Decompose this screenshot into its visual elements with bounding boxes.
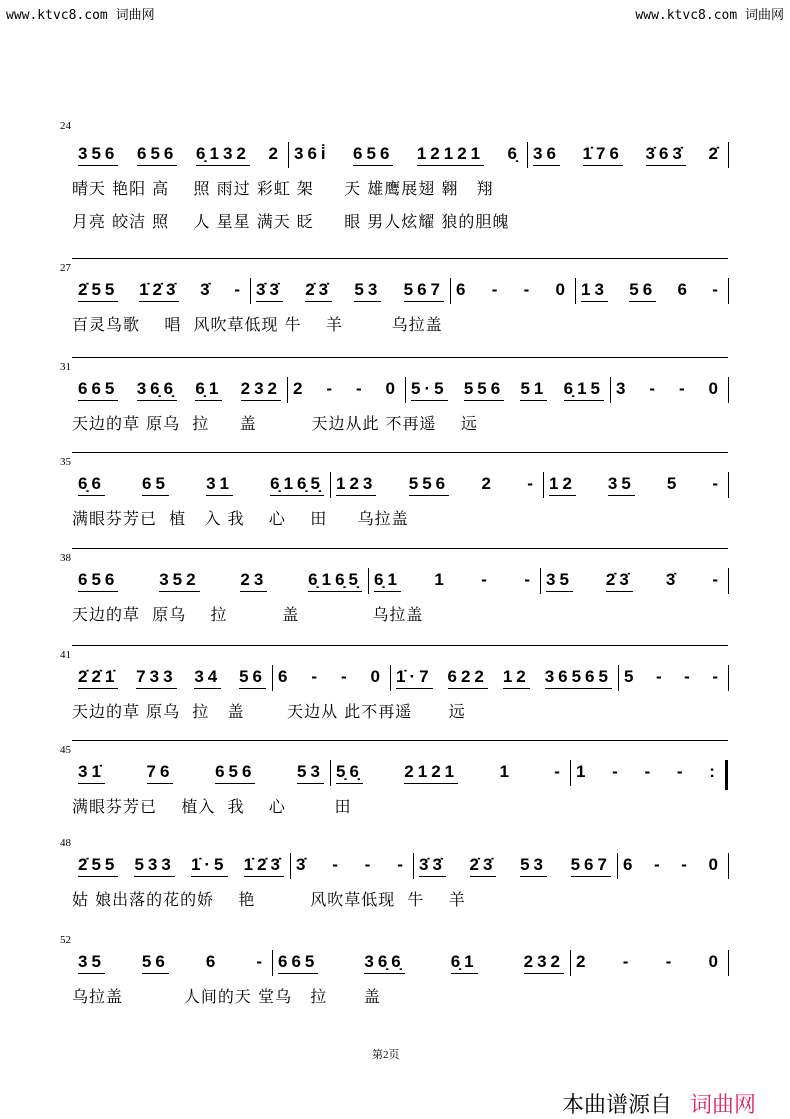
bar-line bbox=[728, 853, 729, 879]
measure-number: 24 bbox=[60, 120, 71, 132]
system-35 bbox=[0, 452, 790, 552]
bar-line bbox=[728, 278, 729, 304]
dash-extension: - bbox=[712, 280, 722, 299]
dash-extension: - bbox=[364, 855, 375, 874]
measure bbox=[570, 762, 725, 786]
note-group: 656 bbox=[353, 144, 393, 166]
measure bbox=[287, 379, 405, 403]
note-group: 2121 bbox=[404, 762, 458, 784]
note-group: 533 bbox=[134, 855, 174, 877]
note-group: 0 bbox=[370, 667, 384, 686]
note-group: 35 bbox=[78, 952, 105, 974]
note-group: 12 bbox=[503, 667, 530, 689]
bar-line bbox=[390, 665, 391, 691]
dash-extension: - bbox=[622, 952, 633, 971]
bar-line bbox=[543, 472, 544, 498]
lyric-line: 晴天 艳阳 高 照 雨过 彩虹 架 天 雄鹰展翅 翱 翔 bbox=[72, 179, 494, 198]
note-group: 56 bbox=[142, 952, 169, 974]
measure-number: 41 bbox=[60, 649, 71, 661]
note-group: 53 bbox=[520, 855, 547, 877]
note-group: 556 bbox=[464, 379, 504, 401]
measure bbox=[617, 855, 728, 879]
dash-extension: - bbox=[644, 762, 655, 781]
staff-line bbox=[72, 452, 728, 453]
measure bbox=[570, 952, 728, 976]
note-group: 2 bbox=[293, 379, 307, 398]
repeat-end-bar bbox=[725, 760, 728, 790]
note-group: 6̣1 bbox=[195, 379, 222, 401]
bar-line bbox=[405, 377, 406, 403]
note-group: 1 bbox=[576, 762, 590, 781]
dash-extension: - bbox=[655, 667, 666, 686]
measure bbox=[618, 667, 728, 691]
measure bbox=[72, 474, 330, 498]
dash-extension: - bbox=[527, 474, 537, 493]
staff-line bbox=[72, 548, 728, 549]
measure bbox=[413, 855, 617, 879]
note-group: 2̇3̇ bbox=[606, 570, 633, 592]
note-group: 0 bbox=[708, 855, 722, 874]
lyric-line: 天边的草 原乌 拉 盖 乌拉盖 bbox=[72, 605, 424, 624]
dash-extension: - bbox=[326, 379, 337, 398]
note-group: 556 bbox=[409, 474, 449, 496]
measure-number: 35 bbox=[60, 456, 71, 468]
measure-number: 27 bbox=[60, 262, 71, 274]
note-group: 12 bbox=[549, 474, 576, 496]
note-group: 232 bbox=[524, 952, 564, 974]
bar-line bbox=[617, 853, 618, 879]
measure bbox=[610, 379, 728, 403]
system-38 bbox=[0, 548, 790, 648]
lyric-line: 乌拉盖 人间的天 堂乌 拉 盖 bbox=[72, 987, 381, 1006]
note-group: 567 bbox=[404, 280, 444, 302]
dash-extension: - bbox=[234, 280, 244, 299]
bar-line bbox=[450, 278, 451, 304]
note-group: 665 bbox=[278, 952, 318, 974]
note-group: 36i̇ bbox=[294, 144, 330, 163]
bar-line bbox=[290, 853, 291, 879]
bar-line bbox=[272, 665, 273, 691]
note-group: 6 bbox=[205, 952, 220, 971]
measure bbox=[72, 762, 330, 786]
note-group: 34 bbox=[194, 667, 221, 689]
measure bbox=[330, 474, 543, 498]
note-group: 3̇3̇ bbox=[419, 855, 446, 877]
dash-extension: - bbox=[654, 855, 664, 874]
measure-number: 38 bbox=[60, 552, 71, 564]
measure bbox=[543, 474, 728, 498]
note-group: 56 bbox=[629, 280, 656, 302]
note-group: 0 bbox=[385, 379, 399, 398]
measure bbox=[72, 855, 290, 879]
bar-line bbox=[272, 950, 273, 976]
note-group: 6 bbox=[623, 855, 637, 874]
measure bbox=[72, 667, 272, 691]
dash-extension: - bbox=[554, 762, 564, 781]
measure bbox=[368, 570, 540, 594]
dash-extension: - bbox=[649, 379, 660, 398]
measure bbox=[250, 280, 450, 304]
system-48 bbox=[0, 833, 790, 933]
note-group: 3̇ bbox=[296, 855, 310, 874]
measure bbox=[272, 667, 390, 691]
measure bbox=[575, 280, 728, 304]
bar-line bbox=[413, 853, 414, 879]
note-group: 76 bbox=[147, 762, 174, 784]
bar-line bbox=[728, 472, 729, 498]
measure bbox=[527, 144, 728, 168]
bar-line bbox=[570, 760, 571, 786]
note-group: 12121 bbox=[417, 144, 484, 166]
note-group: 2̇ bbox=[708, 144, 722, 163]
bar-line bbox=[728, 142, 729, 168]
dash-extension: - bbox=[481, 570, 491, 589]
note-group: 36 bbox=[533, 144, 560, 166]
note-group: 31 bbox=[206, 474, 233, 496]
dash-extension: - bbox=[678, 379, 689, 398]
system-27 bbox=[0, 258, 790, 358]
note-group: 3̇3̇ bbox=[256, 280, 283, 302]
note-group: 51 bbox=[520, 379, 547, 401]
measure bbox=[72, 570, 368, 594]
note-group: 3̇63̇ bbox=[646, 144, 686, 166]
bar-line bbox=[330, 760, 331, 786]
note-group: 53 bbox=[297, 762, 324, 784]
bar-line bbox=[250, 278, 251, 304]
note-group: 6̣ bbox=[507, 144, 521, 163]
system-41 bbox=[0, 645, 790, 745]
bar-line bbox=[288, 142, 289, 168]
bar-line bbox=[368, 568, 369, 594]
watermark-left: www.ktvc8.com 词曲网 bbox=[6, 8, 155, 23]
note-group: 6 bbox=[456, 280, 470, 299]
bar-line bbox=[330, 472, 331, 498]
dash-extension: - bbox=[491, 280, 502, 299]
note-group: 1̇2̇3̇ bbox=[139, 280, 179, 302]
dash-extension: - bbox=[684, 667, 694, 686]
measure bbox=[405, 379, 610, 403]
note-group: 2 bbox=[576, 952, 590, 971]
dash-extension: - bbox=[524, 570, 534, 589]
measure bbox=[540, 570, 728, 594]
note-group: 23 bbox=[240, 570, 267, 592]
measure bbox=[290, 855, 413, 879]
note-group: 6̣1 bbox=[451, 952, 478, 974]
measure bbox=[288, 144, 527, 168]
system-45 bbox=[0, 740, 790, 840]
note-group: 1̇2̇3̇ bbox=[244, 855, 284, 877]
lyric-line: 天边的草 原乌 拉 盖 天边从此 不再遥 远 bbox=[72, 414, 478, 433]
note-group: 2̇2̇1̇ bbox=[78, 667, 118, 689]
dash-extension: - bbox=[256, 952, 266, 971]
note-group: 3̇ bbox=[200, 280, 214, 299]
bar-line bbox=[728, 950, 729, 976]
note-group: 13 bbox=[581, 280, 608, 302]
bar-line bbox=[527, 142, 528, 168]
note-group: 56 bbox=[239, 667, 266, 689]
system-24 bbox=[0, 120, 790, 231]
measure bbox=[72, 144, 288, 168]
measure-number: 31 bbox=[60, 361, 71, 373]
bar-line bbox=[618, 665, 619, 691]
dash-extension: - bbox=[523, 280, 534, 299]
source-brand: 词曲网 bbox=[690, 1093, 757, 1118]
dash-extension: - bbox=[355, 379, 366, 398]
source-label: 本曲谱源自 bbox=[562, 1093, 673, 1118]
note-group: 35 bbox=[546, 570, 573, 592]
note-group: 6̣132 bbox=[196, 144, 250, 166]
note-group: 1̇·5 bbox=[191, 855, 228, 877]
source-credit bbox=[562, 1088, 756, 1119]
note-group: 0 bbox=[708, 379, 722, 398]
bar-line bbox=[287, 377, 288, 403]
note-group: 123 bbox=[336, 474, 376, 496]
note-group: 656 bbox=[215, 762, 255, 784]
staff-line bbox=[72, 258, 728, 259]
note-group: 1 bbox=[434, 570, 448, 589]
note-group: 352 bbox=[159, 570, 199, 592]
note-group: 65 bbox=[142, 474, 169, 496]
note-group: 232 bbox=[241, 379, 281, 401]
lyric-line: 天边的草 原乌 拉 盖 天边从 此不再遥 远 bbox=[72, 702, 466, 721]
note-group: 6̣1 bbox=[374, 570, 401, 592]
note-group: 3 bbox=[616, 379, 630, 398]
note-group: 5 bbox=[624, 667, 638, 686]
note-group: 622 bbox=[448, 667, 488, 689]
measure-number: 48 bbox=[60, 837, 71, 849]
lyric-line: 满眼芬芳已 植 入 我 心 田 乌拉盖 bbox=[72, 509, 409, 528]
note-group: 665 bbox=[78, 379, 118, 401]
note-group: 5·5 bbox=[411, 379, 448, 401]
note-group: 35 bbox=[608, 474, 635, 496]
dash-extension: - bbox=[397, 855, 407, 874]
measure bbox=[72, 379, 287, 403]
dash-extension: - bbox=[332, 855, 342, 874]
page-number: 第2页 bbox=[372, 1049, 400, 1061]
staff-line bbox=[72, 740, 728, 741]
note-group: 2 bbox=[268, 144, 282, 163]
measure bbox=[272, 952, 570, 976]
system-52 bbox=[0, 930, 790, 1030]
note-group: 6 bbox=[677, 280, 691, 299]
note-group: 656 bbox=[78, 570, 118, 592]
note-group: 3̇ bbox=[665, 570, 680, 589]
dash-extension: - bbox=[676, 762, 687, 781]
lyric-line: 满眼芬芳已 植入 我 心 田 bbox=[72, 797, 352, 816]
note-group: 2̇3̇ bbox=[470, 855, 497, 877]
measure bbox=[450, 280, 575, 304]
note-group: 2 bbox=[481, 474, 495, 493]
note-group: 0 bbox=[555, 280, 569, 299]
dash-extension: - bbox=[311, 667, 322, 686]
note-group: 1̇76 bbox=[583, 144, 623, 166]
note-group: 5̣6̣ bbox=[336, 762, 363, 784]
note-group: 6̣15 bbox=[564, 379, 604, 401]
dash-extension: - bbox=[712, 570, 722, 589]
watermark-right: www.ktvc8.com 词曲网 bbox=[635, 8, 784, 23]
staff-line bbox=[72, 645, 728, 646]
measure-number: 52 bbox=[60, 934, 71, 946]
lyric-line: 百灵鸟歌 唱 风吹草低现 牛 羊 乌拉盖 bbox=[72, 315, 443, 334]
dash-extension: - bbox=[712, 474, 722, 493]
note-group: 733 bbox=[136, 667, 176, 689]
note-group: 1̇·7 bbox=[396, 667, 433, 689]
note-group: 6̣16̣5̣ bbox=[308, 570, 362, 592]
bar-line bbox=[728, 568, 729, 594]
note-group: 53 bbox=[354, 280, 381, 302]
measure-number: 45 bbox=[60, 744, 71, 756]
bar-line bbox=[728, 665, 729, 691]
note-group: 6̣16̣5̣ bbox=[270, 474, 324, 496]
lyric-line: 月亮 皎洁 照 人 星星 满天 眨 眼 男人炫耀 狼的胆魄 bbox=[72, 212, 510, 231]
dash-extension: - bbox=[340, 667, 351, 686]
note-group: 5 bbox=[666, 474, 681, 493]
note-group: 2̇3̇ bbox=[305, 280, 332, 302]
note-group: 567 bbox=[571, 855, 611, 877]
note-group: 6 bbox=[278, 667, 292, 686]
bar-line bbox=[540, 568, 541, 594]
measure bbox=[72, 280, 250, 304]
bar-line bbox=[728, 377, 729, 403]
note-group: 0 bbox=[708, 952, 722, 971]
note-group: : bbox=[709, 762, 719, 781]
dash-extension: - bbox=[612, 762, 622, 781]
note-group: 356 bbox=[78, 144, 118, 166]
dash-extension: - bbox=[665, 952, 676, 971]
note-group: 6̣6 bbox=[78, 474, 105, 496]
measure bbox=[72, 952, 272, 976]
note-group: 2̇55 bbox=[78, 855, 118, 877]
staff-line bbox=[72, 357, 728, 358]
dash-extension: - bbox=[712, 667, 722, 686]
system-31 bbox=[0, 357, 790, 457]
dash-extension: - bbox=[681, 855, 691, 874]
note-group: 31̇ bbox=[78, 762, 105, 784]
note-group: 1 bbox=[499, 762, 513, 781]
bar-line bbox=[610, 377, 611, 403]
note-group: 36565 bbox=[545, 667, 612, 689]
bar-line bbox=[570, 950, 571, 976]
measure bbox=[390, 667, 618, 691]
measure bbox=[330, 762, 570, 786]
note-group: 656 bbox=[137, 144, 177, 166]
note-group: 2̇55 bbox=[78, 280, 118, 302]
note-group: 36̣6̣ bbox=[137, 379, 177, 401]
lyric-line: 姑 娘出落的花的娇 艳 风吹草低现 牛 羊 bbox=[72, 890, 466, 909]
note-group: 36̣6̣ bbox=[364, 952, 404, 974]
bar-line bbox=[575, 278, 576, 304]
